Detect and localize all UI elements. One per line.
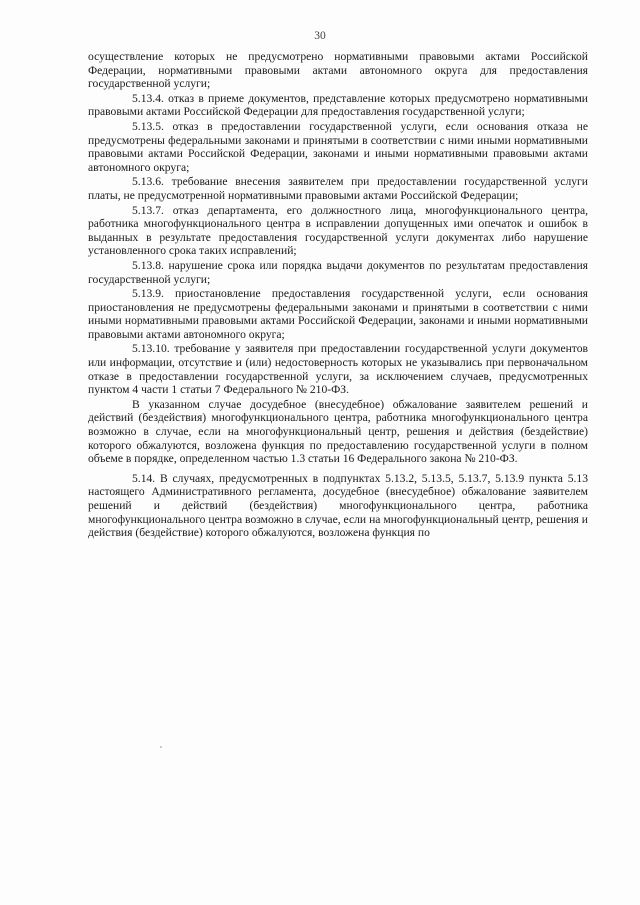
scan-speck — [160, 746, 162, 748]
paragraph-5-13-7: 5.13.7. отказ департамента, его должностного лица, многофункционального центра, работника многофункционального центра в исправлении допущенных ими опечаток и ошибок в выданных в результате предоставления государственной услуги документах либо нарушение установленного срока таких исправлений; — [88, 203, 588, 258]
paragraph-5-13-8: 5.13.8. нарушение срока или порядка выдачи документов по результатам предоставления государственной услуги; — [88, 258, 588, 286]
paragraph-5-13-6: 5.13.6. требование внесения заявителем при предоставлении государственной услуги платы, не предусмотренной нормативными правовыми актами Российской Федерации; — [88, 175, 588, 202]
paragraph-5-14: 5.14. В случаях, предусмотренных в подпунктах 5.13.2, 5.13.5, 5.13.7, 5.13.9 пункта 5.13 настоящего Административного регламента, досудебное (внесудебное) обжалование заявителем решений и действий (бездействия) многофункционального центра, работника многофункционального центра возможно в случае, если на многофункциональный центр, решения и действия (бездействие) которого обжалуются, возложена функция по — [88, 471, 588, 540]
paragraph-5-13-4: 5.13.4. отказ в приеме документов, представление которых предусмотрено нормативными правовыми актами Российской Федерации для предоставления государственной услуги; — [88, 91, 588, 119]
paragraph-mfc-appeal: В указанном случае досудебное (внесудебное) обжалование заявителем решений и действий (бездействия) многофункционального центра, работника многофункционального центра возможно в случае, если на многофункциональный центр, решения и действия (бездействие) которого обжалуются, возложена функция по предоставлению государственной услуги в полном объеме в порядке, определенном частью 1.3 статьи 16 Федерального закона № 210-ФЗ. — [88, 397, 588, 466]
paragraph-5-13-5: 5.13.5. отказ в предоставлении государственной услуги, если основания отказа не предусмотрены федеральными законами и принятыми в соответствии с ними иными нормативными правовыми актами Российской Федерации, законами и иными нормативными правовыми актами автономного округа; — [88, 119, 588, 174]
paragraph-5-13-10: 5.13.10. требование у заявителя при предоставлении государственной услуги документов или информации, отсутствие и (или) недостоверность которых не указывались при первоначальном отказе в предоставлении государственной услуги, за исключением случаев, предусмотренных пунктом 4 части 1 статьи 7 Федерального № 210-ФЗ. — [88, 342, 588, 397]
document-body — [88, 50, 588, 540]
paragraph-5-13-9: 5.13.9. приостановление предоставления государственной услуги, если основания приостановления не предусмотрены федеральными законами и принятыми в соответствии с ними иными нормативными правовыми актами Российской Федерации, законами и иными нормативными правовыми актами автономного округа; — [88, 287, 588, 341]
paragraph-continuation: осуществление которых не предусмотрено нормативными правовыми актами Российской Федерации, нормативными правовыми актами автономного округа для предоставления государственной услуги; — [88, 50, 588, 91]
page-number: 30 — [314, 30, 326, 42]
